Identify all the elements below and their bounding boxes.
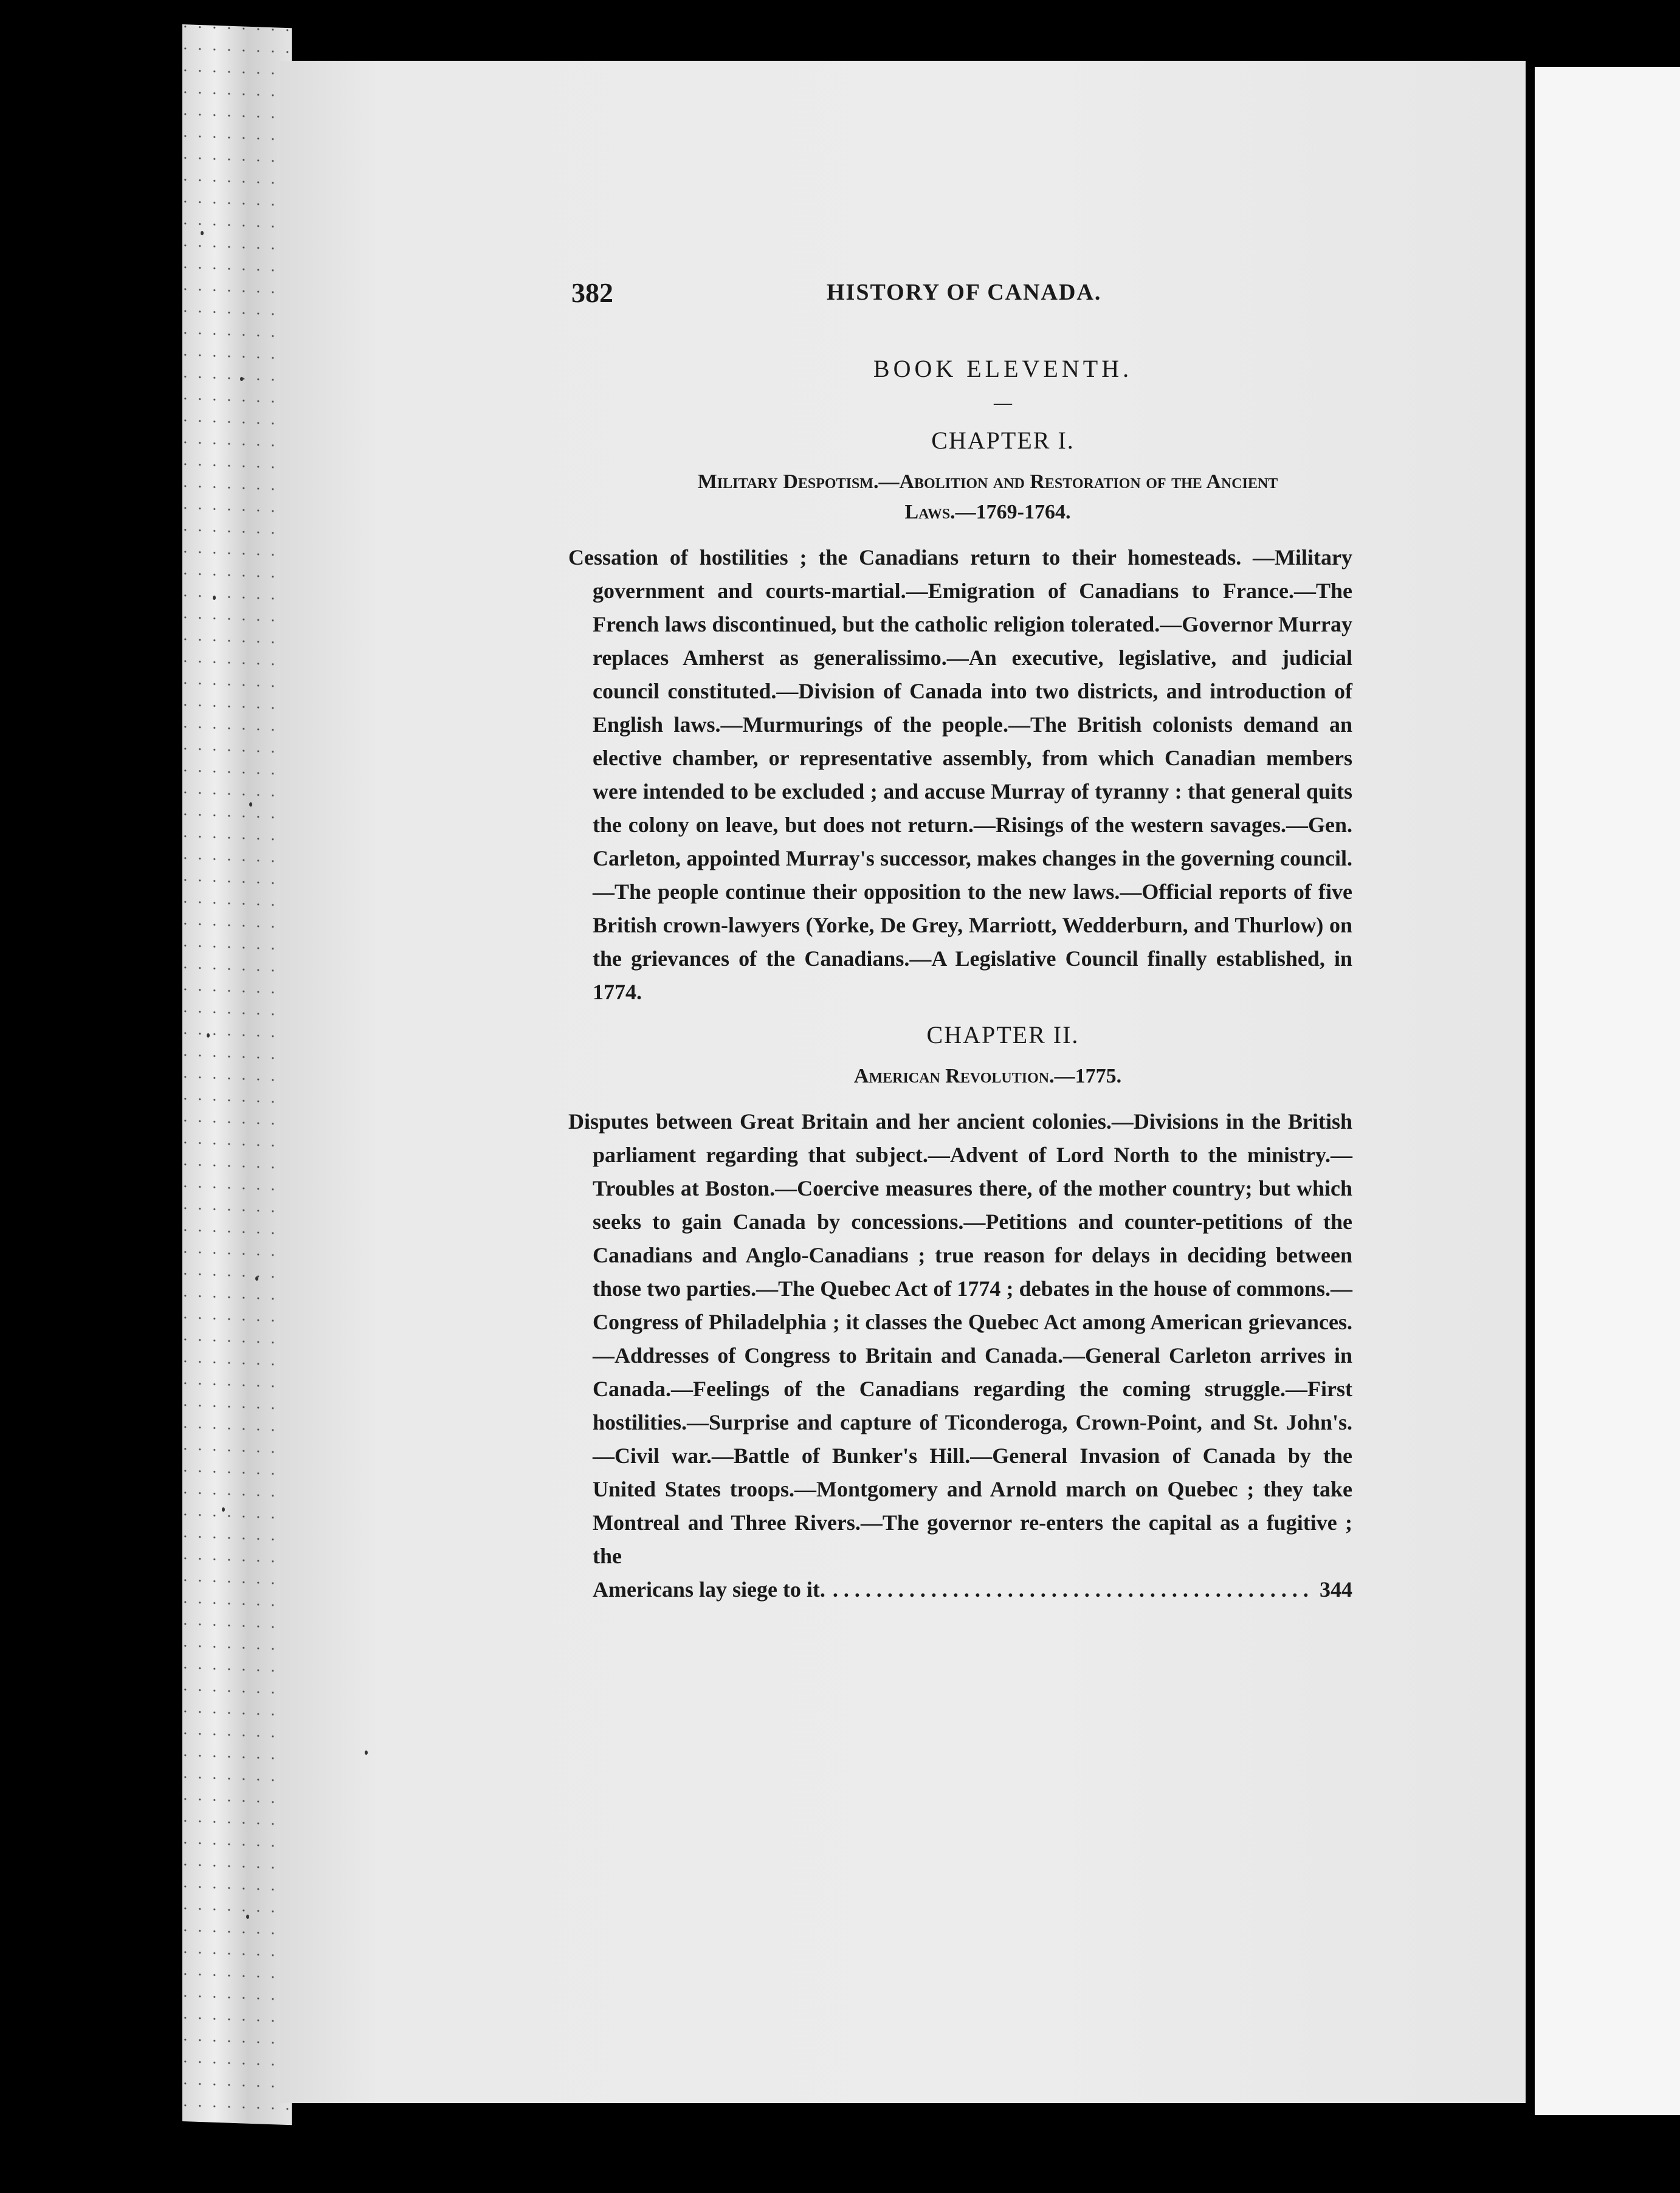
chapter-1 xyxy=(568,424,1352,1009)
facing-page-edge xyxy=(1535,67,1680,2115)
chapter-subtitle-line: Military Despotism.—Abolition and Restoration of the Ancient xyxy=(697,470,1278,493)
separator: — xyxy=(994,393,1012,413)
chapter-subtitle-line: Laws.—1769-1764. xyxy=(904,501,1071,523)
running-head xyxy=(571,277,1240,313)
book-title: BOOK ELEVENTH. xyxy=(873,355,1133,382)
speck xyxy=(249,802,252,807)
book-page-edges xyxy=(182,24,292,2125)
chapter-summary: Cessation of hostilities ; the Canadians return to their homesteads. —Military government and courts-martial.—Emigration of Canadians to France.—The French laws discontinued, but the catholic religion tolerated.—Governor Murray replaces Amherst as generalissimo.—An executive, legislative, and judicial council constituted.—Division of Canada into two districts, and introduction of English laws.—Murmurings of the people.—The British colonists demand an elective chamber, or representative assembly, from which Canadian members were intended to be excluded ; and accuse Murray of tyranny : that general quits the colony on leave, but does not return.—Risings of the western savages.—Gen. Carleton, appointed Murray's successor, makes changes in the governing council.—The people continue their opposition to the new laws.—Official reports of five British crown-lawyers (Yorke, De Grey, Marriott, Wedderburn, and Thurlow) on the grievances of the Canadians.—A Legislative Council finally established, in 1774. xyxy=(568,545,1352,1004)
chapter-heading: CHAPTER II. xyxy=(926,1021,1079,1048)
chapter-summary: Disputes between Great Britain and her ancient colonies.—Divisions in the British parliament regarding that subject.—Advent of Lord North to the ministry.—Troubles at Boston.—Coercive measures there, of the mother country; but which seeks to gain Canada by concessions.—Petitions and counter-petitions of the Canadians and Anglo-Canadians ; true reason for delays in deciding between those two parties.—The Quebec Act of 1774 ; debates in the house of commons.—Congress of Philadelphia ; it classes the Quebec Act among American grievances.—Addresses of Congress to Britain and Canada.—General Carleton arrives in Canada.—Feelings of the Canadians regarding the coming struggle.—First hostilities.—Surprise and capture of Ticonderoga, Crown-Point, and St. John's.—Civil war.—Battle of Bunker's Hill.—General Invasion of Canada by the United States troops.—Montgomery and Arnold march on Quebec ; they take Montreal and Three Rivers.—The governor re-enters the capital as a fugitive ; the xyxy=(568,1109,1352,1568)
speck xyxy=(201,231,204,235)
speck xyxy=(255,1276,258,1281)
summary-last-text: Americans lay siege to it. xyxy=(593,1577,825,1602)
chapter-subtitle-line: American Revolution.—1775. xyxy=(853,1065,1122,1087)
chapter-2 xyxy=(568,1019,1352,1606)
page-reference: 344 xyxy=(1320,1577,1352,1602)
speck xyxy=(246,1915,249,1919)
speck xyxy=(365,1751,368,1755)
speck xyxy=(207,1033,210,1038)
speck xyxy=(240,377,243,381)
page-number: 382 xyxy=(571,277,613,308)
speck xyxy=(222,1507,225,1512)
dot-leader xyxy=(833,1573,1312,1606)
page-content xyxy=(568,353,1352,1606)
running-title: HISTORY OF CANADA. xyxy=(827,280,1102,305)
chapter-summary-last-line xyxy=(568,1573,1352,1606)
chapter-heading: CHAPTER I. xyxy=(931,427,1075,454)
chapter-subtitle xyxy=(568,1061,1352,1092)
speck xyxy=(213,596,216,600)
chapter-subtitle xyxy=(568,467,1352,528)
